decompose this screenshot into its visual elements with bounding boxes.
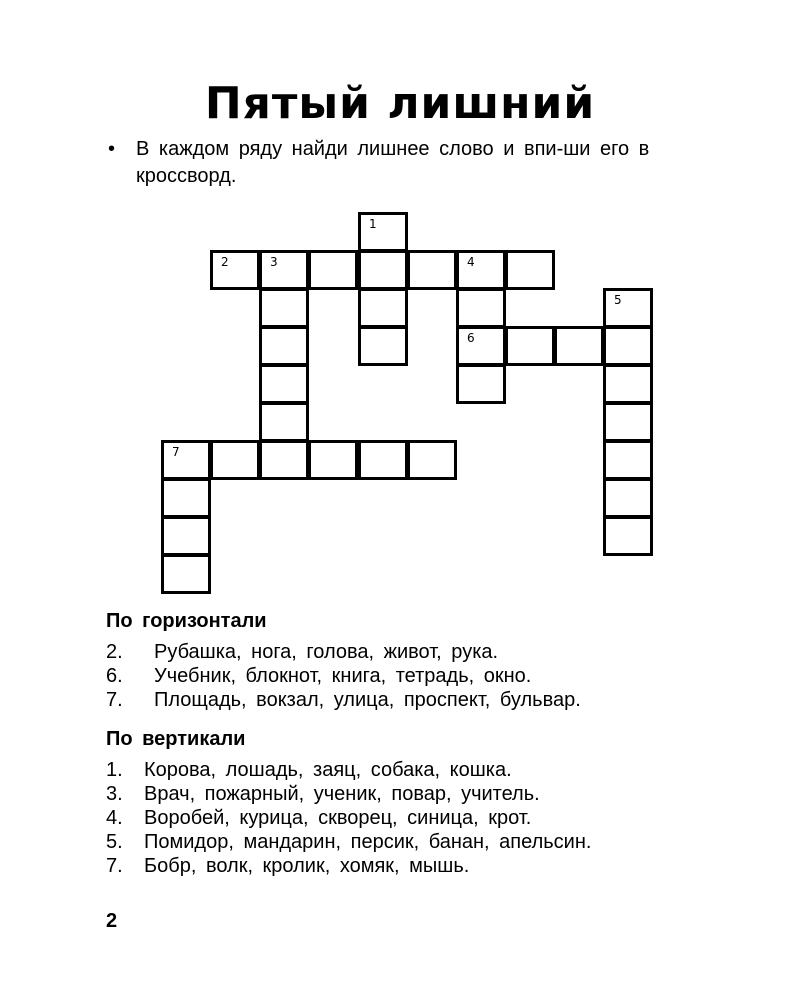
crossword-cell[interactable] <box>161 478 211 518</box>
clue-number-1: 1 <box>369 217 377 231</box>
crossword-cell[interactable] <box>603 326 653 366</box>
clue-number-2: 2 <box>221 255 229 269</box>
crossword-cell[interactable] <box>358 288 408 328</box>
page-title: Пятый лишний <box>204 78 596 129</box>
crossword-cell[interactable] <box>259 250 309 290</box>
clue-text: Помидор, мандарин, персик, банан, апельсин. <box>144 831 592 853</box>
crossword-cell[interactable] <box>210 250 260 290</box>
list-item <box>106 854 644 878</box>
crossword-cell[interactable] <box>456 250 506 290</box>
crossword-cell[interactable] <box>505 326 555 366</box>
crossword-cell[interactable] <box>259 364 309 404</box>
crossword-cell[interactable] <box>259 402 309 442</box>
clue-num: 7. <box>106 689 123 711</box>
list-item <box>106 688 581 712</box>
crossword-cell[interactable] <box>407 440 457 480</box>
list-item <box>106 758 644 782</box>
clue-num: 4. <box>106 807 123 829</box>
clue-text: Воробей, курица, скворец, синица, крот. <box>144 807 532 829</box>
clue-num: 5. <box>106 831 123 853</box>
crossword-cell[interactable] <box>161 554 211 594</box>
crossword-cell[interactable] <box>308 250 358 290</box>
crossword-cell[interactable] <box>456 364 506 404</box>
clue-number-6: 6 <box>467 331 475 345</box>
down-clues <box>106 758 644 878</box>
bullet: • <box>108 138 116 160</box>
list-item <box>106 782 644 806</box>
down-heading: По вертикали <box>106 728 246 750</box>
clue-text: Площадь, вокзал, улица, проспект, бульвар. <box>154 689 581 711</box>
clue-num: 6. <box>106 665 123 687</box>
clue-num: 1. <box>106 759 123 781</box>
crossword-cell[interactable] <box>259 326 309 366</box>
crossword-cell[interactable] <box>259 440 309 480</box>
clue-text: Учебник, блокнот, книга, тетрадь, окно. <box>154 665 532 687</box>
crossword-cell[interactable] <box>603 402 653 442</box>
crossword-cell[interactable] <box>358 212 408 252</box>
page-number: 2 <box>106 910 118 932</box>
clue-number-4: 4 <box>467 255 475 269</box>
crossword-cell[interactable] <box>161 440 211 480</box>
list-item <box>106 806 644 830</box>
crossword-cell[interactable] <box>358 326 408 366</box>
crossword-cell[interactable] <box>407 250 457 290</box>
crossword-cell[interactable] <box>358 440 408 480</box>
crossword-cell[interactable] <box>358 250 408 290</box>
crossword-cell[interactable] <box>456 288 506 328</box>
list-item <box>106 830 644 854</box>
clue-number-7: 7 <box>172 445 180 459</box>
instruction-text: В каждом ряду найди лишнее слово и впи-ши его в кроссворд. <box>136 138 650 187</box>
clue-num: 7. <box>106 855 123 877</box>
crossword-cell[interactable] <box>505 250 555 290</box>
crossword-cell[interactable] <box>603 516 653 556</box>
list-item <box>106 664 581 688</box>
clue-num: 2. <box>106 641 123 663</box>
clue-text: Врач, пожарный, ученик, повар, учитель. <box>144 783 540 805</box>
crossword-cell[interactable] <box>308 440 358 480</box>
crossword-cell[interactable] <box>456 326 506 366</box>
clue-text: Корова, лошадь, заяц, собака, кошка. <box>144 759 512 781</box>
clue-num: 3. <box>106 783 123 805</box>
crossword-cell[interactable] <box>554 326 604 366</box>
crossword-cell[interactable] <box>603 364 653 404</box>
clue-text: Рубашка, нога, голова, живот, рука. <box>154 641 499 663</box>
crossword-cell[interactable] <box>603 478 653 518</box>
crossword-cell[interactable] <box>259 288 309 328</box>
clue-number-5: 5 <box>614 293 622 307</box>
across-heading: По горизонтали <box>106 610 267 632</box>
crossword-cell[interactable] <box>210 440 260 480</box>
clue-number-3: 3 <box>270 255 278 269</box>
crossword-cell[interactable] <box>603 288 653 328</box>
list-item <box>106 640 581 664</box>
clue-text: Бобр, волк, кролик, хомяк, мышь. <box>144 855 470 877</box>
crossword-cell[interactable] <box>161 516 211 556</box>
crossword-cell[interactable] <box>603 440 653 480</box>
across-clues <box>106 640 581 712</box>
